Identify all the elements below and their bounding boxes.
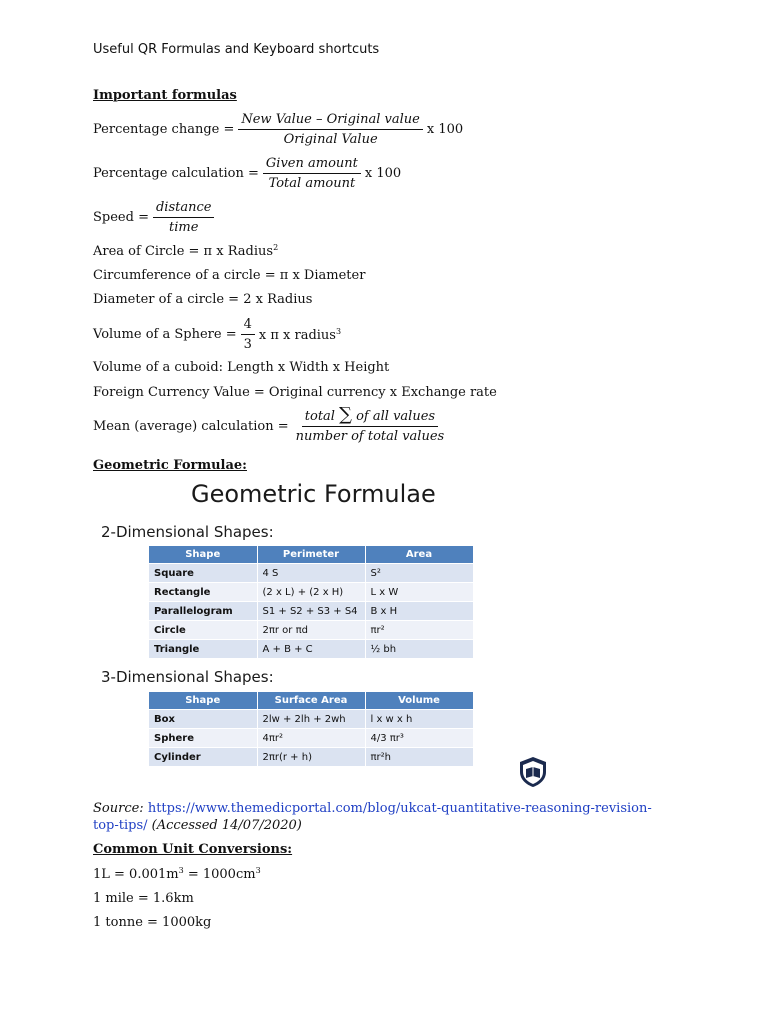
- table-cell: Triangle: [149, 640, 257, 659]
- sigma-symbol: ∑: [339, 404, 352, 425]
- formula-label: Percentage calculation =: [93, 166, 259, 181]
- shield-logo-icon: [518, 756, 548, 788]
- fraction-denominator: Total amount: [268, 176, 356, 191]
- table-cell: L x W: [365, 583, 473, 602]
- table-cell: Box: [149, 710, 257, 729]
- column-header: Volume: [365, 692, 473, 710]
- three-d-table: [149, 692, 474, 766]
- formula-percentage-calculation: [93, 155, 401, 192]
- fraction-denominator: Original Value: [283, 132, 378, 147]
- fraction-numerator: 4: [241, 316, 255, 335]
- table-cell: Rectangle: [149, 583, 257, 602]
- fraction-numerator: distance: [153, 199, 214, 218]
- table-row: [149, 748, 473, 767]
- superscript: 3: [178, 866, 184, 875]
- table-cell: B x H: [365, 602, 473, 621]
- table-cell: 4/3 πr³: [365, 729, 473, 748]
- formula-area-circle: [93, 243, 278, 259]
- geometric-formulae-heading: Geometric Formulae:: [93, 458, 247, 473]
- superscript: 2: [273, 243, 279, 252]
- table-row: [149, 710, 473, 729]
- table-cell: 2πr(r + h): [257, 748, 365, 767]
- fraction-numerator: New Value – Original value: [238, 111, 423, 130]
- table-cell: Cylinder: [149, 748, 257, 767]
- source-citation: [93, 800, 673, 834]
- table-cell: Square: [149, 564, 257, 583]
- conversion-text: 1L = 0.001m: [93, 867, 179, 882]
- unit-conversions-heading: Common Unit Conversions:: [93, 842, 293, 857]
- numerator-part: total: [304, 409, 335, 424]
- fraction-numerator: [302, 404, 438, 427]
- accessed-date: (Accessed 14/07/2020): [151, 818, 302, 833]
- table-cell: πr²h: [365, 748, 473, 767]
- numerator-part: of all values: [356, 409, 436, 424]
- table-cell: ½ bh: [365, 640, 473, 659]
- panel-title: Geometric Formulae: [191, 480, 436, 508]
- formula-label: Volume of a Sphere =: [93, 327, 237, 342]
- table-cell: A + B + C: [257, 640, 365, 659]
- formula-label: Mean (average) calculation =: [93, 419, 289, 434]
- fraction: [293, 404, 448, 445]
- table-row: [149, 602, 473, 621]
- formula-label: Speed =: [93, 210, 149, 225]
- table-cell: πr²: [365, 621, 473, 640]
- conversion-litre: [93, 866, 261, 882]
- superscript: 3: [255, 866, 261, 875]
- table-cell: S1 + S2 + S3 + S4: [257, 602, 365, 621]
- conversion-mile: 1 mile = 1.6km: [93, 891, 194, 906]
- important-formulas-heading: Important formulas: [93, 88, 237, 103]
- page-header: Useful QR Formulas and Keyboard shortcuts: [93, 42, 380, 57]
- table-cell: Parallelogram: [149, 602, 257, 621]
- formula-cuboid-volume: Volume of a cuboid: Length x Width x Height: [93, 360, 390, 375]
- table-cell: (2 x L) + (2 x H): [257, 583, 365, 602]
- geometric-formulae-image: [93, 478, 483, 773]
- column-header: Shape: [149, 692, 257, 710]
- fraction-denominator: number of total values: [295, 429, 445, 444]
- table-row: [149, 583, 473, 602]
- table-cell: l x w x h: [365, 710, 473, 729]
- column-header: Shape: [149, 546, 257, 564]
- fraction-denominator: 3: [243, 337, 252, 352]
- fraction: [263, 155, 361, 192]
- fraction: [153, 199, 214, 236]
- fraction: [238, 111, 423, 148]
- formula-speed: [93, 199, 218, 236]
- two-d-table: [149, 546, 474, 658]
- source-label: Source:: [93, 801, 144, 816]
- table-row: [149, 729, 473, 748]
- formula-suffix: x 100: [364, 166, 402, 181]
- table-cell: 2lw + 2lh + 2wh: [257, 710, 365, 729]
- table-cell: Sphere: [149, 729, 257, 748]
- column-header: Perimeter: [257, 546, 365, 564]
- table-cell: 4πr²: [257, 729, 365, 748]
- formula-mean: [93, 404, 451, 445]
- formula-suffix: x π x radius: [258, 327, 336, 343]
- formula-percentage-change: [93, 111, 463, 148]
- fraction-denominator: time: [169, 220, 199, 235]
- table-row: [149, 640, 473, 659]
- two-d-title: 2-Dimensional Shapes:: [101, 523, 274, 541]
- conversion-text: = 1000cm: [183, 867, 256, 882]
- three-d-title: 3-Dimensional Shapes:: [101, 668, 274, 686]
- table-cell: S²: [365, 564, 473, 583]
- table-row: [149, 621, 473, 640]
- fraction: [241, 316, 255, 353]
- formula-diameter: Diameter of a circle = 2 x Radius: [93, 292, 313, 307]
- table-cell: Circle: [149, 621, 257, 640]
- table-cell: 2πr or πd: [257, 621, 365, 640]
- formula-currency: Foreign Currency Value = Original currency x Exchange rate: [93, 385, 497, 400]
- formula-suffix: x 100: [426, 122, 464, 137]
- fraction-numerator: Given amount: [263, 155, 361, 174]
- formula-text: Area of Circle = π x Radius: [93, 244, 274, 259]
- column-header: Area: [365, 546, 473, 564]
- formula-sphere-volume: [93, 316, 341, 353]
- column-header: Surface Area: [257, 692, 365, 710]
- conversion-tonne: 1 tonne = 1000kg: [93, 915, 212, 930]
- formula-label: Percentage change =: [93, 122, 235, 137]
- formula-circumference: Circumference of a circle = π x Diameter: [93, 268, 366, 283]
- source-link[interactable]: https://www.themedicportal.com/blog/ukcat-quantitative-reasoning-revision-top-tips/: [93, 801, 652, 833]
- table-cell: 4 S: [257, 564, 365, 583]
- superscript: 3: [335, 326, 342, 336]
- table-row: [149, 564, 473, 583]
